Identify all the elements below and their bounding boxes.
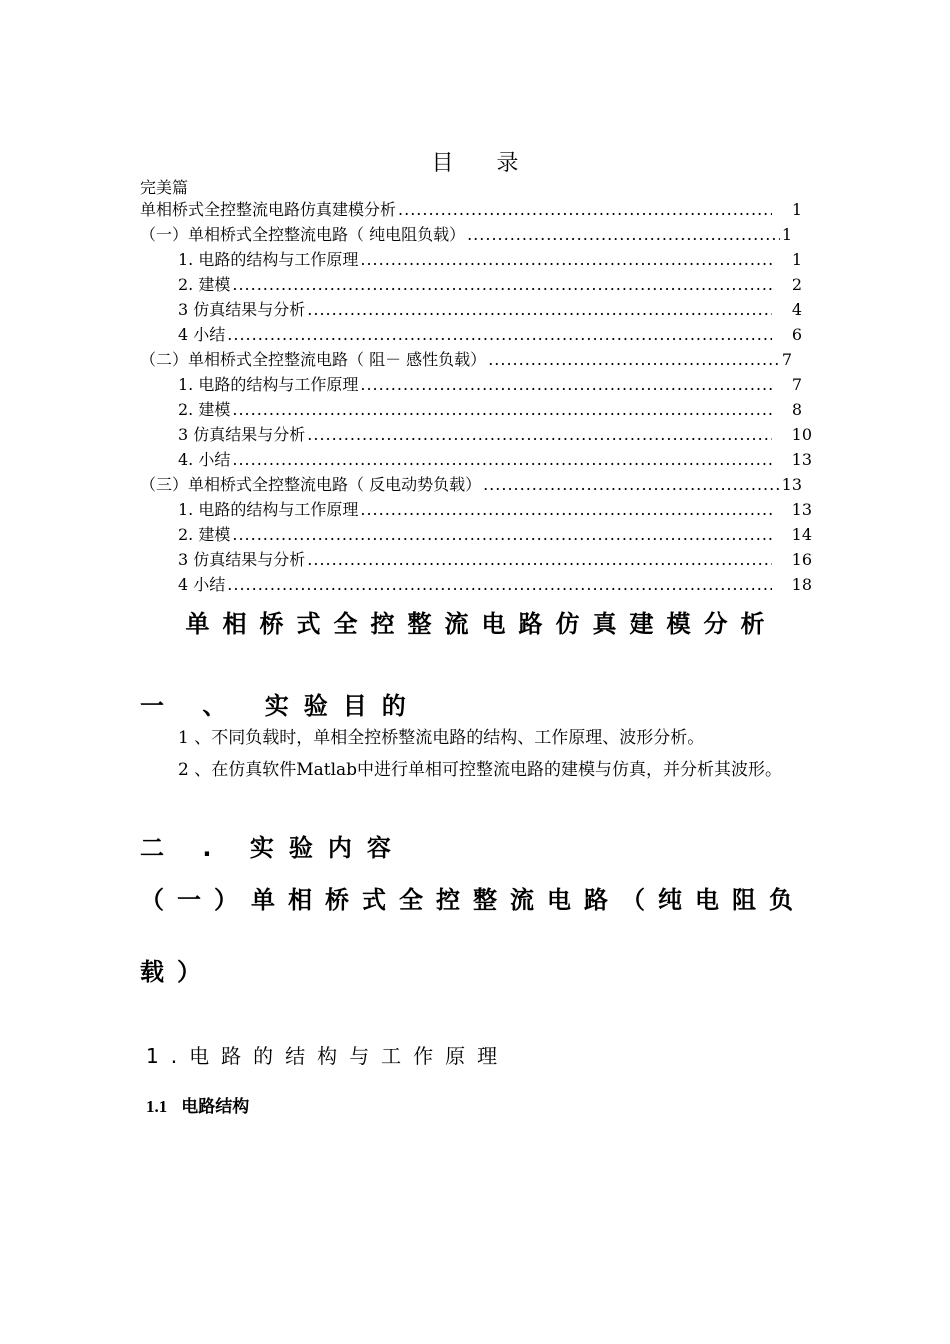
toc-entry-text: 2. 建模 [178, 400, 231, 419]
toc-leader [483, 473, 780, 497]
document-title: 单相桥式全控整流电路仿真建模分析 [185, 610, 778, 638]
toc-entry-text: 3 仿真结果与分析 [178, 300, 306, 319]
toc-entry-text: 4 小结 [178, 575, 226, 594]
toc-entry-text: 3 仿真结果与分析 [178, 425, 306, 444]
toc-entry-text: 1. 电路的结构与工作原理 [178, 375, 359, 394]
toc-entry[interactable] [140, 473, 802, 497]
toc-entry-page: 2 [791, 275, 802, 294]
toc-entry-text: 单相桥式全控整流电路仿真建模分析 [140, 200, 397, 219]
toc-entry-text: 2. 建模 [178, 275, 231, 294]
toc-entry-page: 13 [781, 475, 802, 494]
toc-entry-page: 1 [791, 250, 802, 269]
toc-entry[interactable] [140, 223, 792, 247]
toc-leader [232, 523, 772, 547]
toc-entry-text: 1. 电路的结构与工作原理 [178, 250, 359, 269]
toc-entry-text: 3 仿真结果与分析 [178, 550, 306, 569]
toc-entry-page: 4 [791, 300, 802, 319]
toc-entry-text: （二）单相桥式全控整流电路（ 阻－ 感性负载） [140, 350, 487, 369]
toc-leader [360, 373, 772, 397]
subsection-number: 1.1 [146, 1097, 168, 1116]
toc-entry[interactable] [178, 398, 802, 422]
toc-entry[interactable] [178, 548, 812, 572]
toc-leader [232, 398, 772, 422]
toc-entry[interactable] [178, 273, 802, 297]
toc-entry-text: 2. 建模 [178, 525, 231, 544]
toc-entry[interactable] [178, 373, 802, 397]
sub-subsection-heading: 1.电路的结构与工作原理 [146, 1044, 510, 1068]
toc-leader [467, 223, 780, 247]
toc-entry[interactable] [178, 573, 812, 597]
toc-entry-page: 1 [791, 200, 802, 219]
toc-title: 目 录 [431, 151, 537, 176]
toc-leader [307, 298, 772, 322]
toc-entry-text: 4 小结 [178, 325, 226, 344]
toc-entry[interactable] [178, 323, 802, 347]
toc-entry-page: 18 [791, 575, 812, 594]
toc-entry-text: （三）单相桥式全控整流电路（ 反电动势负载） [140, 475, 482, 494]
toc-entry[interactable] [178, 498, 812, 522]
toc-label: 完美篇 [140, 178, 189, 197]
toc-leader [360, 498, 772, 522]
toc-entry[interactable] [178, 523, 812, 547]
toc-leader [398, 198, 772, 222]
objective-item-1: 1 、不同负载时，单相全控桥整流电路的结构、工作原理、波形分析。 [178, 728, 705, 748]
toc-leader [232, 273, 772, 297]
section-heading-content: 二 . 实验内容 [140, 834, 406, 862]
toc-entry-text: 1. 电路的结构与工作原理 [178, 500, 359, 519]
objective-item-2: 2 、在仿真软件Matlab中进行单相可控整流电路的建模与仿真，并分析其波形。 [178, 760, 783, 780]
toc-leader [227, 323, 772, 347]
toc-entry-page: 14 [791, 525, 812, 544]
toc-entry-page: 6 [791, 325, 802, 344]
subsection-title: 电路结构 [181, 1097, 250, 1116]
toc-entry-text: 4. 小结 [178, 450, 231, 469]
toc-entry-page: 13 [791, 500, 812, 519]
toc-entry[interactable] [178, 298, 802, 322]
toc-entry-text: （一）单相桥式全控整流电路（ 纯电阻负载） [140, 225, 466, 244]
toc-leader [307, 423, 772, 447]
toc-entry-page: 1 [781, 225, 792, 244]
section-heading-objectives: 一 、 实验目的 [140, 692, 421, 720]
toc-entry[interactable] [178, 248, 802, 272]
toc-entry-page: 7 [791, 375, 802, 394]
toc-entry-page: 10 [791, 425, 812, 444]
toc-entry-page: 16 [791, 550, 812, 569]
toc-leader [488, 348, 780, 372]
subsection-heading: （一）单相桥式全控整流电路（纯电阻负载） [140, 886, 806, 986]
toc-entry-page: 13 [791, 450, 812, 469]
toc-entry[interactable] [140, 348, 792, 372]
toc-entry-page: 7 [781, 350, 792, 369]
subsection-1-1-heading [146, 1092, 249, 1117]
toc-leader [232, 448, 772, 472]
toc-entry[interactable] [140, 198, 802, 222]
toc-leader [307, 548, 772, 572]
toc-leader [360, 248, 772, 272]
toc-entry[interactable] [178, 448, 812, 472]
toc-leader [227, 573, 772, 597]
toc-entry[interactable] [178, 423, 812, 447]
toc-entry-page: 8 [791, 400, 802, 419]
